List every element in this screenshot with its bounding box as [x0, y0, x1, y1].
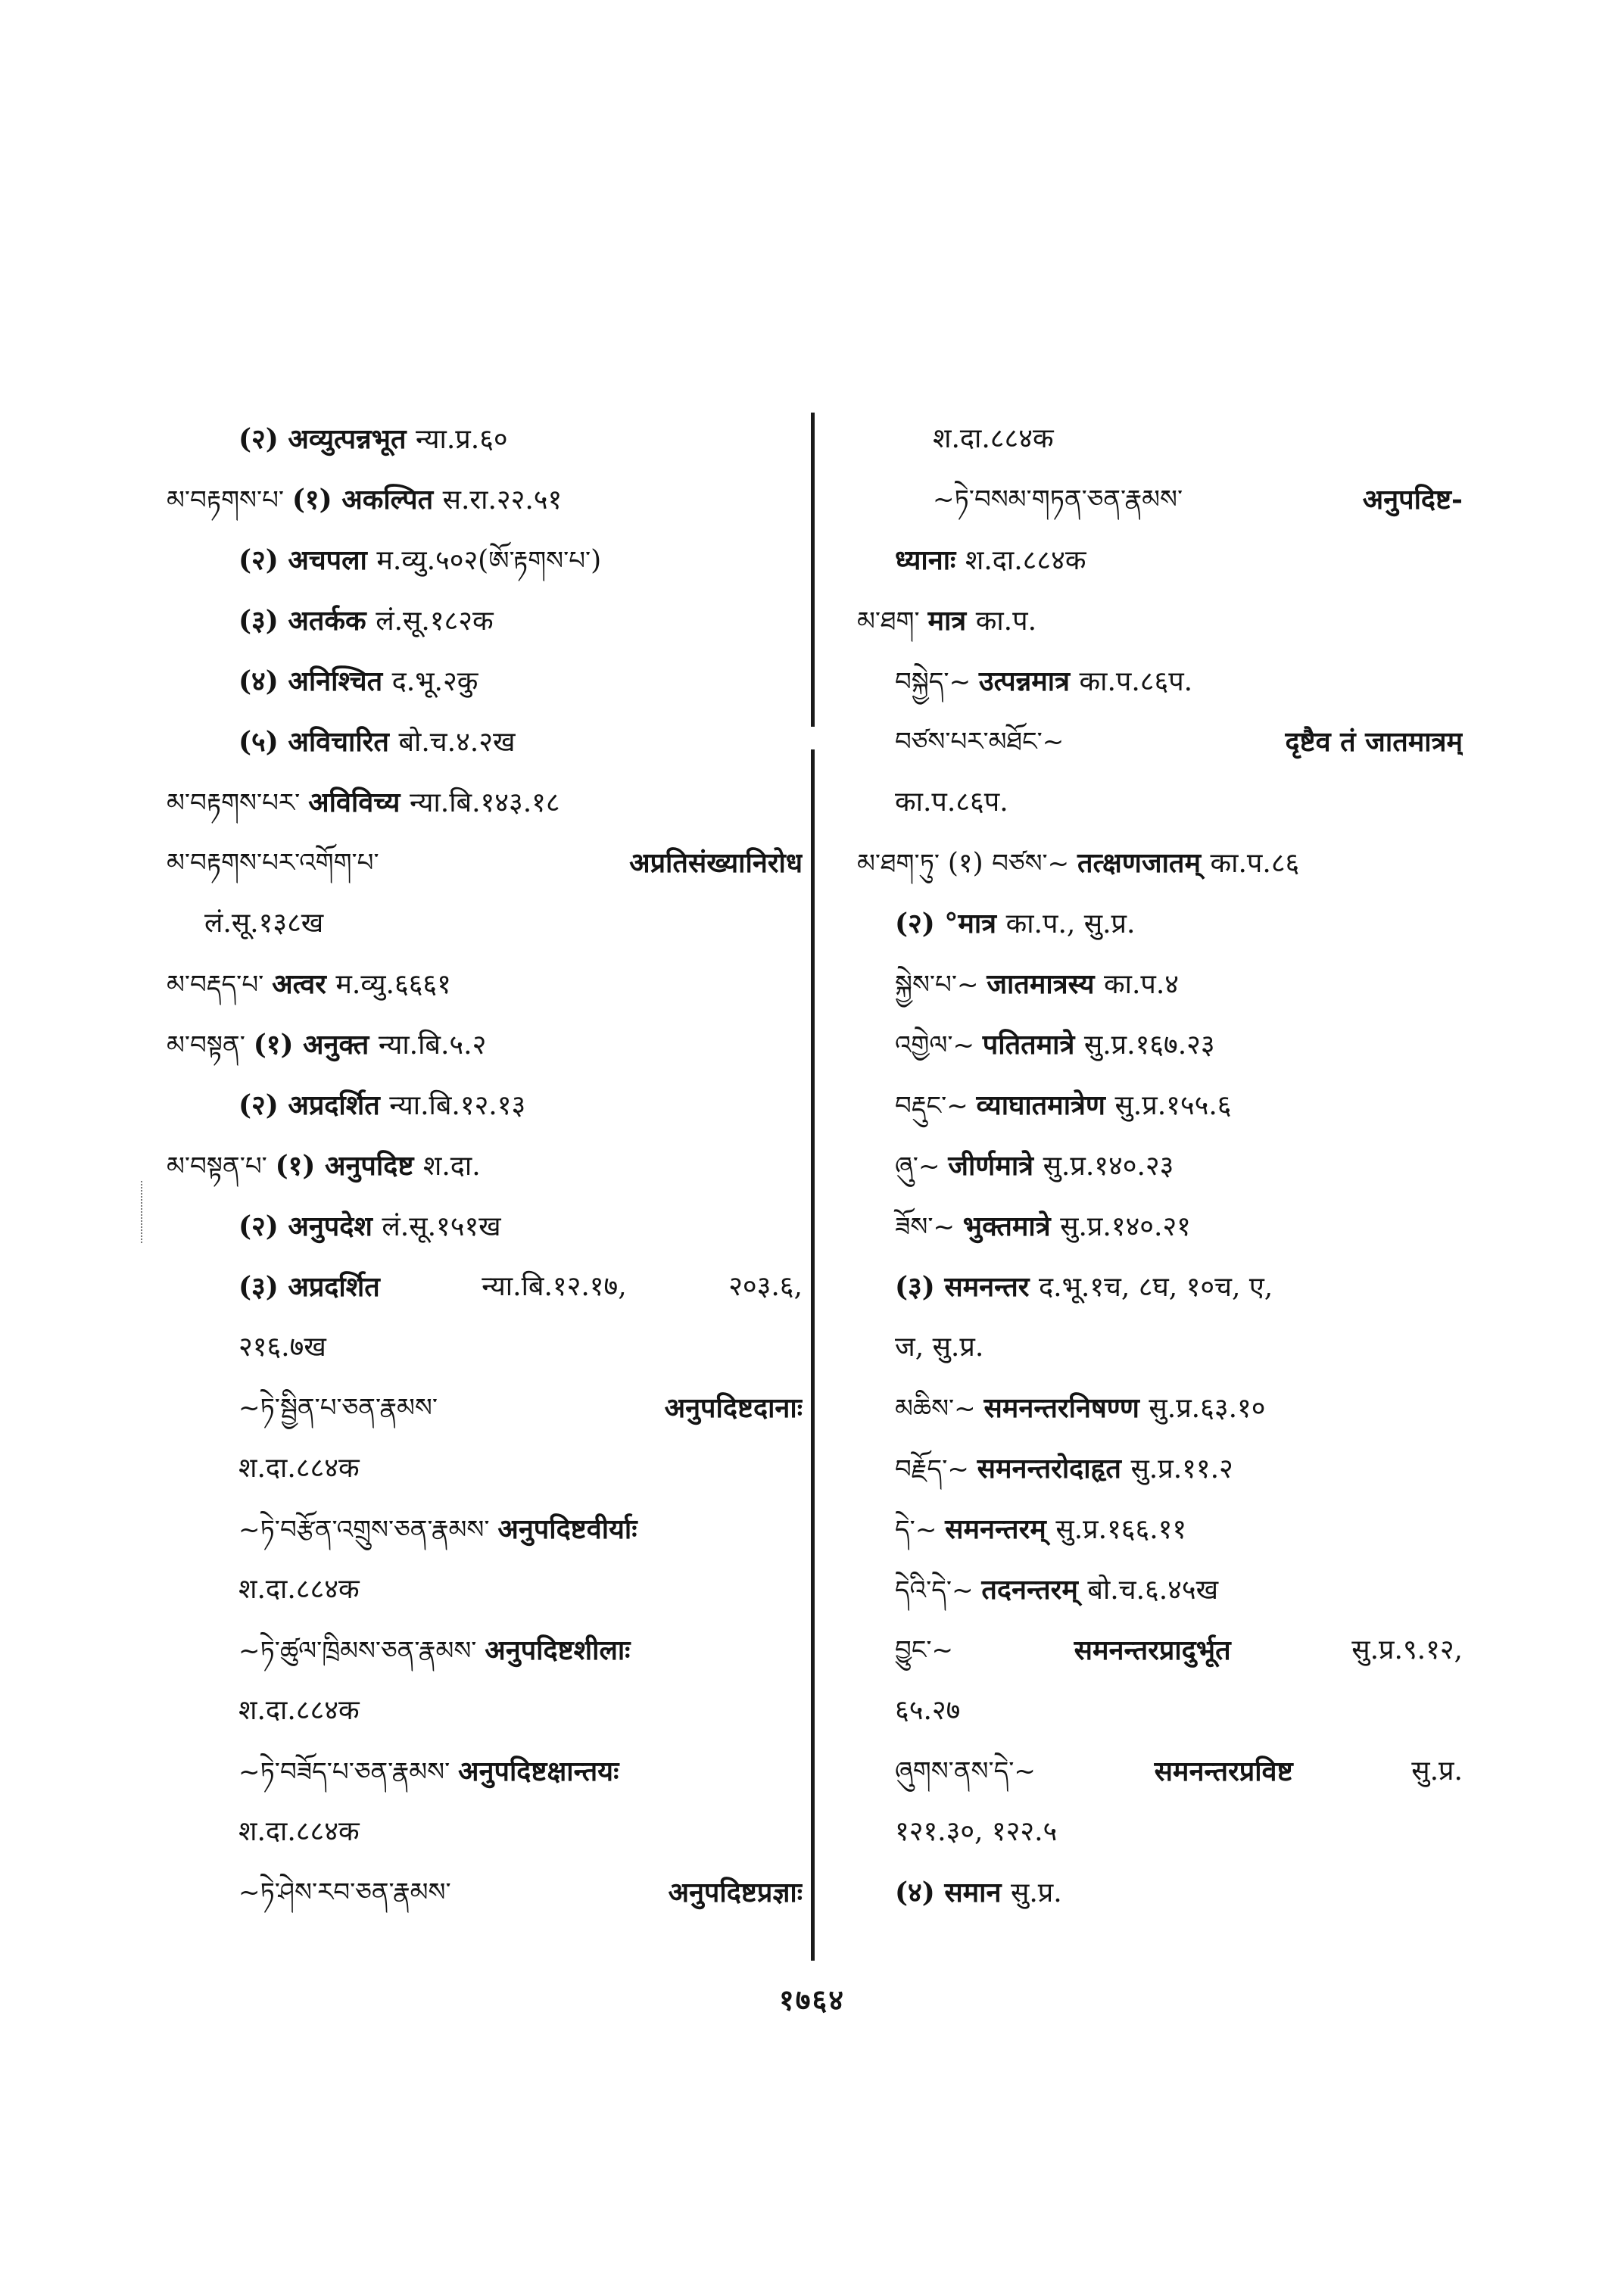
sanskrit-equivalent: भुक्तमात्रे — [962, 1210, 1061, 1242]
sanskrit-equivalent: समनन्तरम् — [945, 1513, 1056, 1545]
source-reference: का.प.८६प. — [1079, 666, 1193, 697]
entry-line — [857, 530, 1463, 590]
entry-line — [167, 1862, 803, 1923]
source-reference: ) — [591, 545, 602, 576]
source-reference: द.भू.१च, ८घ, १०च, ए, — [1039, 1272, 1273, 1303]
entry-line — [167, 651, 803, 712]
entry-line — [167, 1075, 803, 1136]
entry-line — [857, 1438, 1463, 1499]
sanskrit-equivalent: मात्र — [927, 605, 976, 637]
tibetan-term: སྐྱེས་པ་~ — [895, 970, 987, 1000]
sanskrit-equivalent: जीर्णमात्रे — [948, 1150, 1043, 1182]
entry-line — [167, 469, 803, 530]
source-reference: सु.प्र.१५५.६ — [1114, 1090, 1232, 1121]
source-reference: श.दा. — [422, 1151, 481, 1182]
source-reference: लं.सू.१८२क — [376, 606, 494, 637]
entry-line — [167, 1559, 803, 1620]
sanskrit-equivalent: (१) अनुक्त — [253, 1029, 379, 1061]
entry-line — [857, 590, 1463, 651]
entry-line — [857, 469, 1463, 530]
sanskrit-equivalent: अविविच्य — [308, 787, 410, 818]
page-number: १७६४ — [778, 1983, 846, 2017]
entry-line — [167, 1620, 803, 1681]
sanskrit-equivalent: (४) अनिश्चित — [238, 665, 392, 697]
sanskrit-equivalent: अनुपदिष्टप्रज्ञाः — [668, 1877, 803, 1908]
sanskrit-equivalent: अप्रतिसंख्यानिरोध — [629, 847, 803, 879]
tibetan-term: བཙས་~ — [992, 849, 1077, 879]
entry-line — [167, 1257, 803, 1317]
entry-line — [167, 1802, 803, 1862]
sanskrit-equivalent: (२) — [238, 423, 288, 455]
sanskrit-equivalent: अनुपदिष्टशीलाः — [485, 1634, 631, 1666]
sanskrit-equivalent: (२) अप्रदर्शित — [238, 1089, 390, 1121]
sanskrit-equivalent: अनुपदिष्ट- — [1362, 484, 1463, 516]
tibetan-term: མ་བརྟགས་པར་འགོག་པ་ — [167, 848, 379, 878]
entry-line — [857, 772, 1463, 833]
source-reference: श.दा.८८४क — [238, 1574, 360, 1605]
sanskrit-equivalent: (१) अकल्पित — [291, 484, 443, 516]
tibetan-term: མཆིས་~ — [895, 1394, 984, 1424]
sanskrit-equivalent: पतितमात्रे — [982, 1029, 1084, 1061]
entry-line — [167, 409, 803, 469]
source-reference: लं.सू.१५१ख — [382, 1211, 501, 1242]
margin-mark — [141, 1181, 150, 1243]
source-reference: म.व्यु.५०२( — [376, 545, 489, 576]
entry-line — [167, 1378, 803, 1438]
sanskrit-equivalent: (३) अतर्कक — [238, 605, 376, 637]
entry-line — [167, 1136, 803, 1196]
tibetan-term: དེའི་དེ་~ — [895, 1575, 982, 1606]
source-reference: (१) — [947, 848, 993, 879]
source-reference: म.व्यु.६६६१ — [335, 969, 451, 1000]
entry-line — [167, 1014, 803, 1075]
sanskrit-equivalent: समनन्तरप्रादुर्भूत — [1074, 1634, 1231, 1666]
entry-line — [167, 712, 803, 772]
entry-line — [167, 1499, 803, 1559]
entry-line — [857, 1620, 1463, 1681]
entry-line — [857, 1802, 1463, 1862]
source-reference: का.प. — [975, 606, 1037, 637]
entry-line — [167, 954, 803, 1014]
column-divider-bottom — [811, 749, 815, 1961]
source-reference: श.दा.८८४क — [965, 545, 1086, 576]
source-reference: सु.प्र.१४०.२१ — [1060, 1211, 1191, 1242]
entry-line — [167, 1438, 803, 1499]
tibetan-term: མ་ཐག་ — [857, 606, 928, 637]
entry-line — [857, 1136, 1463, 1196]
entry-line — [167, 833, 803, 893]
source-reference: सु.प्र.९.१२, — [1351, 1634, 1463, 1665]
tibetan-term: མ་ཐག་ཏུ་ — [857, 849, 948, 879]
source-reference: न्या.बि.१४३.१८ — [409, 787, 560, 818]
source-reference: स.रा.२२.५१ — [442, 484, 563, 516]
entry-line — [167, 1317, 803, 1378]
source-reference: सु.प्र.१६७.२३ — [1083, 1030, 1215, 1061]
sanskrit-equivalent: समनन्तरोदाहृत — [977, 1453, 1131, 1485]
entry-line — [167, 1741, 803, 1802]
tibetan-term: མ་བརྟགས་པར་ — [167, 788, 309, 818]
entry-line — [857, 1499, 1463, 1559]
tibetan-term: ~ཏེ་སྦྱིན་པ་ཅན་རྣམས་ — [238, 1393, 438, 1423]
sanskrit-equivalent: (२) अचपला — [238, 544, 377, 576]
entry-line — [857, 1741, 1463, 1802]
source-reference: श.दा.८८४क — [238, 1695, 360, 1726]
sanskrit-equivalent: उत्पन्नमात्र — [978, 665, 1080, 697]
tibetan-term: ཟོས་~ — [895, 1212, 963, 1242]
entry-line — [857, 1196, 1463, 1257]
sanskrit-equivalent: दृष्टैव तं जातमात्रम् — [1285, 726, 1463, 758]
source-reference: ज, सु.प्र. — [895, 1332, 984, 1363]
tibetan-term: ~ཏེ་ཚུལ་ཁྲིམས་ཅན་རྣམས་ — [238, 1636, 485, 1666]
source-reference: न्या.बि.१२.१७, — [482, 1271, 627, 1302]
source-reference: २०३.६, — [728, 1271, 803, 1302]
entry-line — [857, 1378, 1463, 1438]
sanskrit-equivalent: अनुपदिष्टवीर्याः — [497, 1513, 637, 1545]
tibetan-term: མ་བརྡད་པ་ — [167, 970, 273, 1000]
source-reference: १२१.३०, १२२.५ — [895, 1816, 1058, 1847]
tibetan-term: མ་བརྟགས་པ་ — [167, 485, 292, 516]
sanskrit-equivalent: अनुपदिष्टक्षान्तयः — [458, 1756, 619, 1787]
sanskrit-equivalent: व्याघातमात्रेण — [976, 1089, 1115, 1121]
entry-line — [857, 1014, 1463, 1075]
tibetan-term: ཞུགས་ནས་དེ་~ — [895, 1756, 1036, 1787]
entry-line — [167, 590, 803, 651]
entry-line — [857, 893, 1463, 954]
sanskrit-equivalent: (२) अनुपदेश — [238, 1210, 382, 1242]
right-column — [857, 409, 1463, 1923]
entry-line — [167, 893, 803, 954]
sanskrit-equivalent: तदनन्तरम् — [981, 1574, 1088, 1606]
source-reference: न्या.प्र.६० — [416, 424, 508, 455]
entry-line — [857, 833, 1463, 893]
source-reference: लं.सू.१३८ख — [204, 908, 324, 939]
source-reference: श.दा.८८४क — [238, 1453, 360, 1484]
source-reference: न्या.बि.५.२ — [378, 1030, 487, 1061]
column-divider-top — [811, 413, 815, 727]
source-reference: का.प., सु.प्र. — [1005, 908, 1136, 939]
source-reference: २१६.७ख — [238, 1332, 326, 1363]
entry-line — [167, 1196, 803, 1257]
left-column — [167, 409, 803, 1923]
sanskrit-equivalent: (३) अप्रदर्शित — [238, 1271, 380, 1303]
sanskrit-equivalent: अव्युत्पन्नभूत — [288, 423, 416, 455]
sanskrit-equivalent: (२) °मात्र — [895, 908, 1006, 939]
source-reference: सु.प्र.१४०.२३ — [1043, 1151, 1174, 1182]
source-reference: बो.च.६.४५ख — [1087, 1575, 1219, 1606]
source-reference: श.दा.८८४क — [238, 1816, 360, 1847]
tibetan-term: ~ཏེ་ཤེས་རབ་ཅན་རྣམས་ — [238, 1877, 451, 1908]
source-reference: सु.प्र. — [1411, 1756, 1463, 1787]
source-reference: श.दा.८८४क — [933, 423, 1054, 454]
entry-line — [857, 1257, 1463, 1317]
source-reference: का.प.४ — [1103, 969, 1180, 1000]
entry-line — [857, 712, 1463, 772]
entry-line — [857, 1681, 1463, 1741]
source-reference: न्या.बि.१२.१३ — [389, 1090, 526, 1121]
sanskrit-equivalent: अत्वर — [272, 968, 336, 1000]
tibetan-term: ~ཏེ་བརྩོན་འགྲུས་ཅན་རྣམས་ — [238, 1515, 498, 1545]
entry-line — [167, 1681, 803, 1741]
sanskrit-equivalent: समनन्तरप्रविष्ट — [1154, 1756, 1293, 1787]
tibetan-term: ཞུ་~ — [895, 1151, 949, 1182]
source-reference: द.भू.२कु — [391, 666, 478, 697]
entry-line — [857, 1075, 1463, 1136]
tibetan-term: འགྱེལ་~ — [895, 1030, 983, 1061]
tibetan-term: ~ཏེ་བསམ་གཏན་ཅན་རྣམས་ — [933, 484, 1183, 515]
tibetan-term: མ་བསྟན་ — [167, 1030, 254, 1061]
entry-line — [167, 772, 803, 833]
source-reference: ६५.२७ — [895, 1695, 961, 1726]
sanskrit-equivalent: (१) अनुपदिष्ट — [275, 1150, 423, 1182]
tibetan-term: དེ་~ — [895, 1515, 946, 1545]
source-reference: सु.प्र.६३.१० — [1149, 1393, 1266, 1424]
entry-line — [167, 530, 803, 590]
tibetan-term: བརྗོད་~ — [895, 1454, 977, 1485]
sanskrit-equivalent: ध्यानाः — [895, 544, 965, 576]
entry-line — [857, 1862, 1463, 1923]
source-reference: सु.प्र. — [1011, 1877, 1062, 1908]
tibetan-term: བྱུང་~ — [895, 1635, 954, 1665]
source-reference: सु.प्र.१६६.११ — [1055, 1514, 1187, 1545]
entry-line — [857, 1559, 1463, 1620]
sanskrit-equivalent: अनुपदिष्टदानाः — [664, 1392, 803, 1424]
tibetan-term: ཨོ་རྟགས་པ་ — [488, 546, 591, 576]
source-reference: बो.च.४.२ख — [398, 727, 516, 758]
sanskrit-equivalent: जातमात्रस्य — [987, 968, 1104, 1000]
entry-line — [857, 1317, 1463, 1378]
tibetan-term: བསྐྱེད་~ — [895, 667, 979, 697]
sanskrit-equivalent: (३) समनन्तर — [895, 1271, 1040, 1303]
tibetan-term: བརྡུང་~ — [895, 1091, 977, 1121]
entry-line — [857, 409, 1463, 469]
source-reference: सु.प्र.११.२ — [1130, 1453, 1233, 1485]
sanskrit-equivalent: (५) अविचारित — [238, 726, 399, 758]
sanskrit-equivalent: (४) समान — [895, 1877, 1011, 1908]
sanskrit-equivalent: तत्क्षणजातम् — [1077, 847, 1211, 879]
tibetan-term: མ་བསྟན་པ་ — [167, 1151, 276, 1182]
sanskrit-equivalent: समनन्तरनिषण्ण — [983, 1392, 1149, 1424]
source-reference: का.प.८६ — [1210, 848, 1300, 879]
tibetan-term: བཙས་པར་མཐོང་~ — [895, 727, 1064, 757]
source-reference: का.प.८६प. — [895, 787, 1008, 818]
tibetan-term: ~ཏེ་བཟོད་པ་ཅན་རྣམས་ — [238, 1757, 459, 1787]
entry-line — [857, 954, 1463, 1014]
entry-line — [857, 651, 1463, 712]
